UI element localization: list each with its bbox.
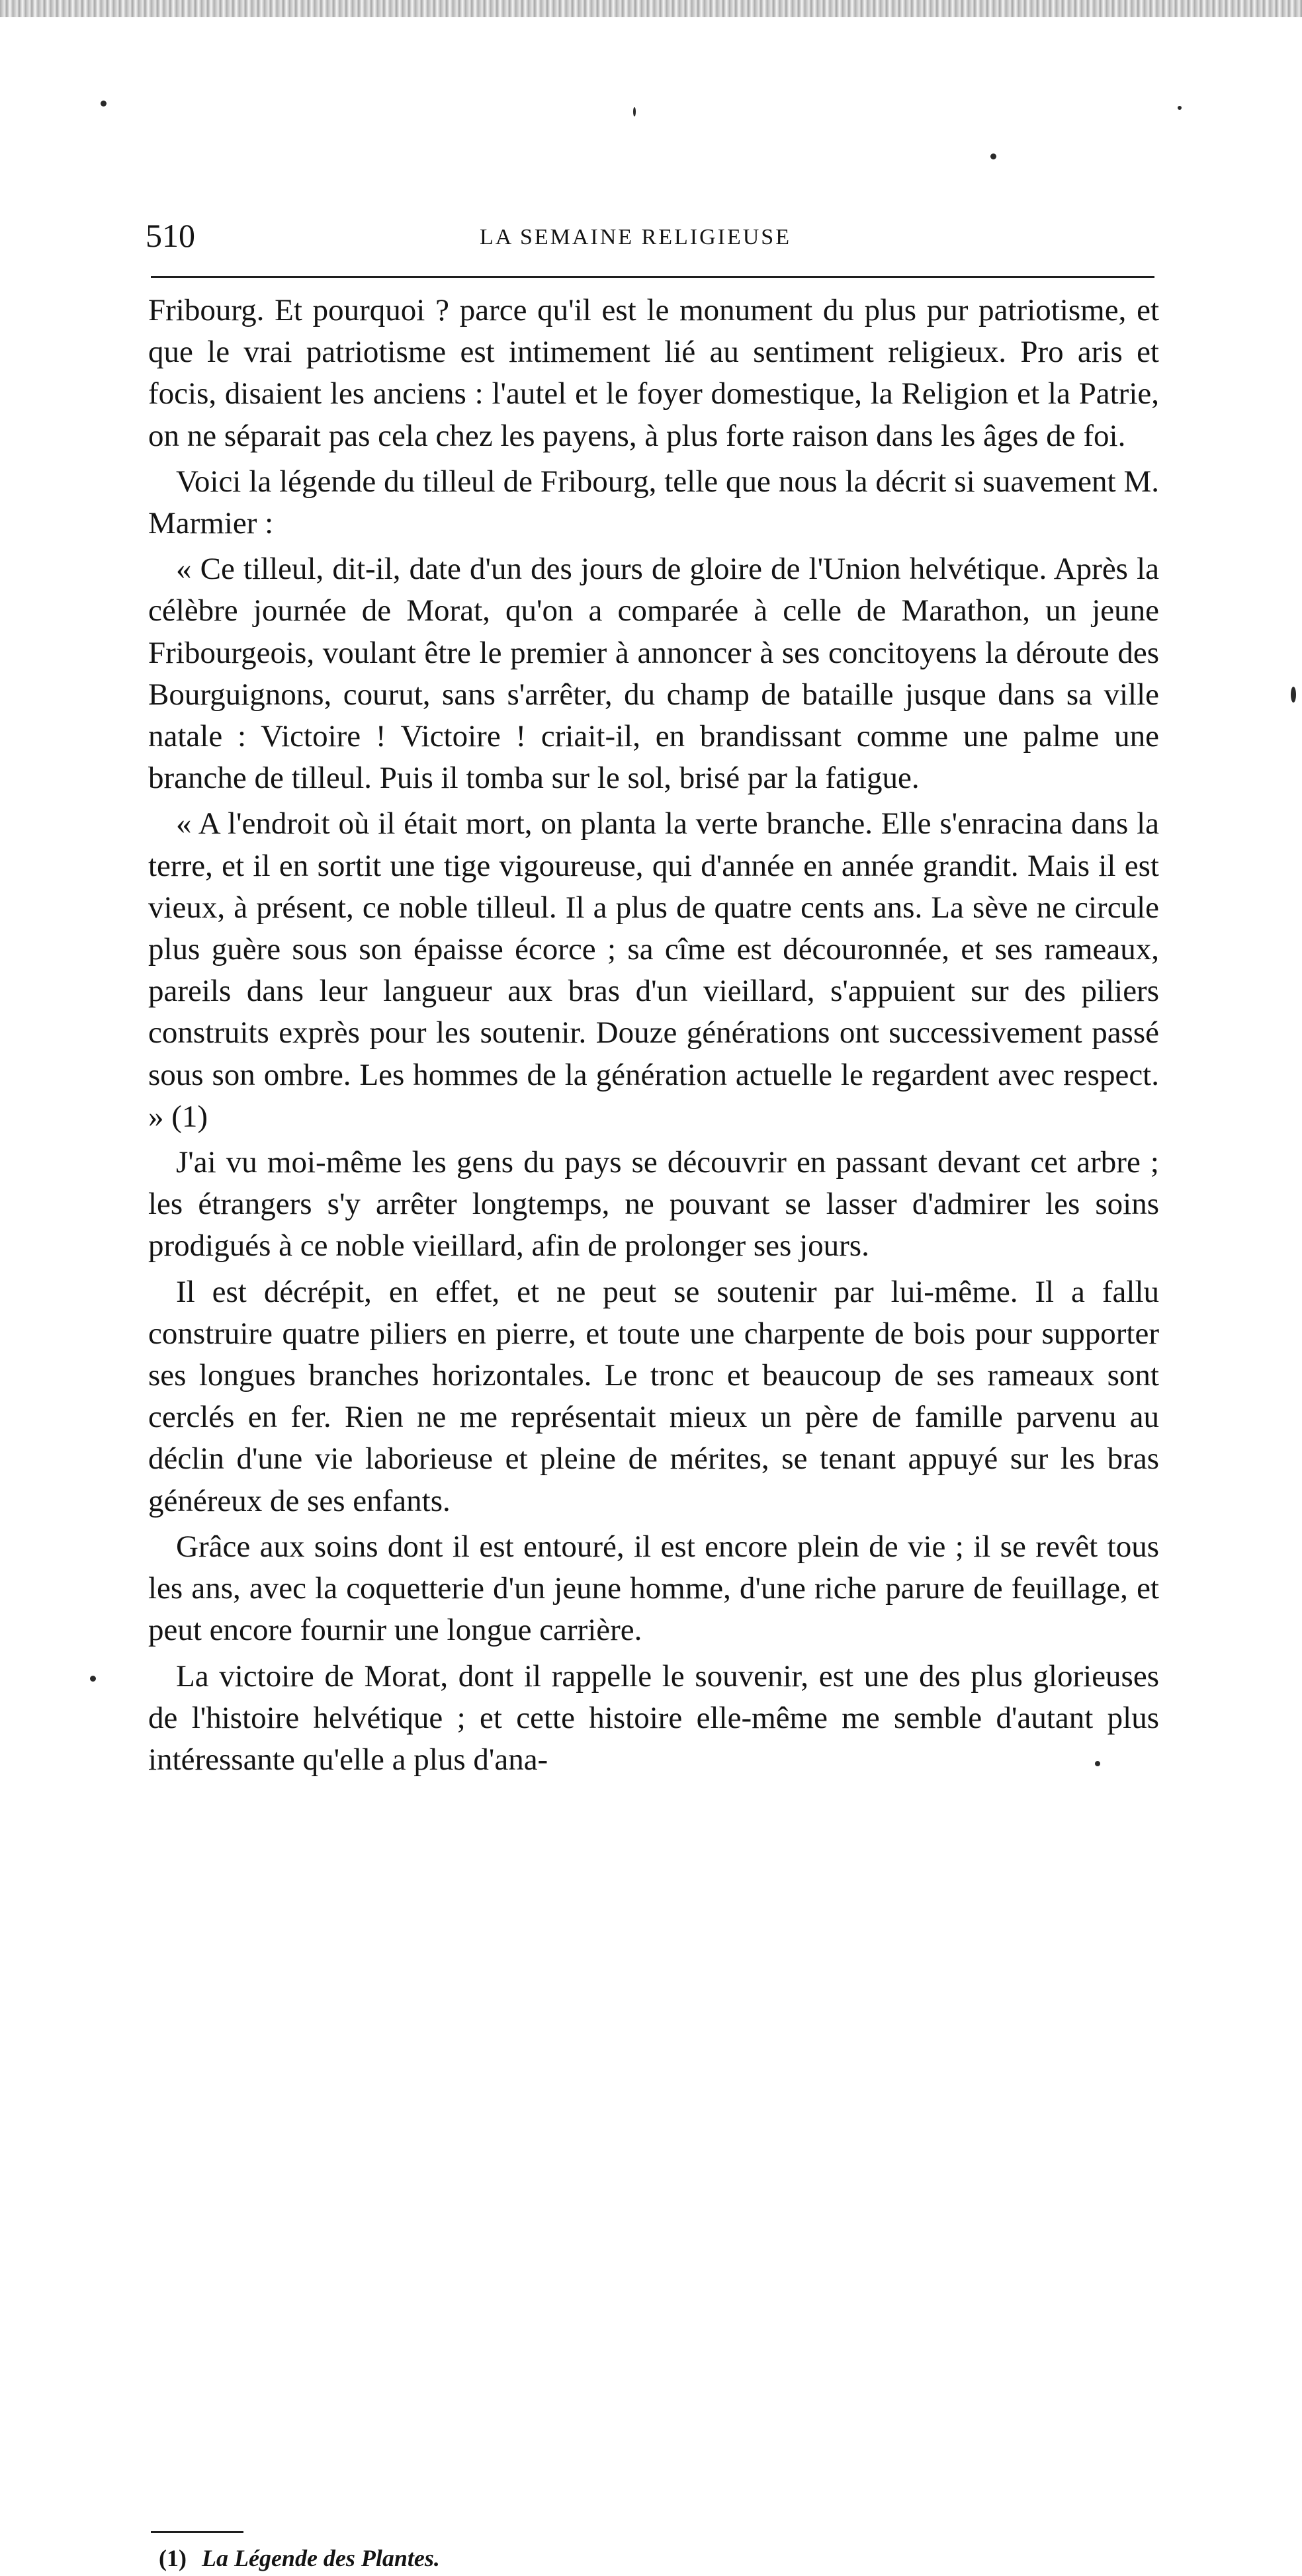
paragraph: Voici la légende du tilleul de Fribourg, telle que nous la décrit si suavement M. Marmier : <box>148 464 1159 541</box>
scan-speck <box>1291 687 1296 703</box>
paragraph: J'ai vu moi-même les gens du pays se découvrir en passant devant cet arbre ; les étrangers s'y arrêter longtemps, ne pouvant se lasser d'admirer les soins prodigués à ce noble vieillard, afin de prolonger ses jours. <box>148 1145 1159 1264</box>
scan-speck <box>101 101 107 107</box>
scan-speck <box>633 107 636 116</box>
scan-top-edge <box>0 0 1302 17</box>
paragraph: Il est décrépit, en effet, et ne peut se soutenir par lui-même. Il a fallu construire quatre piliers en pierre, et toute une charpente de bois pour supporter ses longues branches horizontales. Le tronc et beaucoup de ses rameaux sont cerclés en fer. Rien ne me représentait mieux un père de famille parvenu au déclin d'une vie laborieuse et pleine de mérites, se tenant appuyé sur les bras généreux de ses enfants. <box>148 1274 1159 1518</box>
journal-title: LA SEMAINE RELIGIEUSE <box>480 225 791 249</box>
footnote-mark: (1) <box>159 2545 187 2571</box>
header-rule <box>151 276 1154 278</box>
paragraph: Grâce aux soins dont il est entouré, il est encore plein de vie ; il se revêt tous les ans, avec la coquetterie d'un jeune homme, d'une riche parure de feuillage, et peut encore fournir une longue carrière. <box>148 1529 1159 1648</box>
page-number: 510 <box>146 217 195 254</box>
footnote-rule <box>151 2531 243 2533</box>
running-head <box>146 210 1154 263</box>
footnote <box>159 2540 1085 2576</box>
paragraph: « A l'endroit où il était mort, on planta la verte branche. Elle s'enracina dans la terre, et il en sortit une tige vigoureuse, qui d'année en année grandit. Mais il est vieux, à présent, ce noble tilleul. Il a plus de quatre cents ans. La sève ne circule plus guère sous son épaisse écorce ; sa cîme est découronnée, et ses rameaux, pareils dans leur langueur aux bras d'un vieillard, s'appuient sur des piliers construits exprès pour les soutenir. Douze générations ont successivement passé sous son ombre. Les hommes de la génération actuelle le regardent avec respect. » (1) <box>148 806 1159 1134</box>
paragraph: La victoire de Morat, dont il rappelle le souvenir, est une des plus glorieuses de l'histoire helvétique ; et cette histoire elle-même me semble d'autant plus intéressante qu'elle a plus d'ana- <box>148 1658 1159 1777</box>
paragraph: « Ce tilleul, dit-il, date d'un des jours de gloire de l'Union helvétique. Après la célèbre journée de Morat, qu'on a comparée à celle de Marathon, un jeune Fribourgeois, voulant être le premier à annoncer à ses concitoyens la déroute des Bourguignons, courut, sans s'arrêter, du champ de bataille jusque dans sa ville natale : Victoire ! Victoire ! criait-il, en brandissant comme une palme une branche de tilleul. Puis il tomba sur le sol, brisé par la fatigue. <box>148 552 1159 796</box>
article-body <box>148 290 1159 1781</box>
scan-speck <box>1178 106 1182 110</box>
paragraph: Fribourg. Et pourquoi ? parce qu'il est le monument du plus pur patriotisme, et que le vrai patriotisme est intimement lié au sentiment religieux. Pro aris et focis, disaient les anciens : l'autel et le foyer domestique, la Religion et la Patrie, on ne séparait pas cela chez les payens, à plus forte raison dans les âges de foi. <box>148 293 1159 453</box>
scan-speck <box>990 153 996 159</box>
scan-speck <box>90 1676 96 1682</box>
footnote-text: La Légende des Plantes. <box>201 2545 440 2571</box>
